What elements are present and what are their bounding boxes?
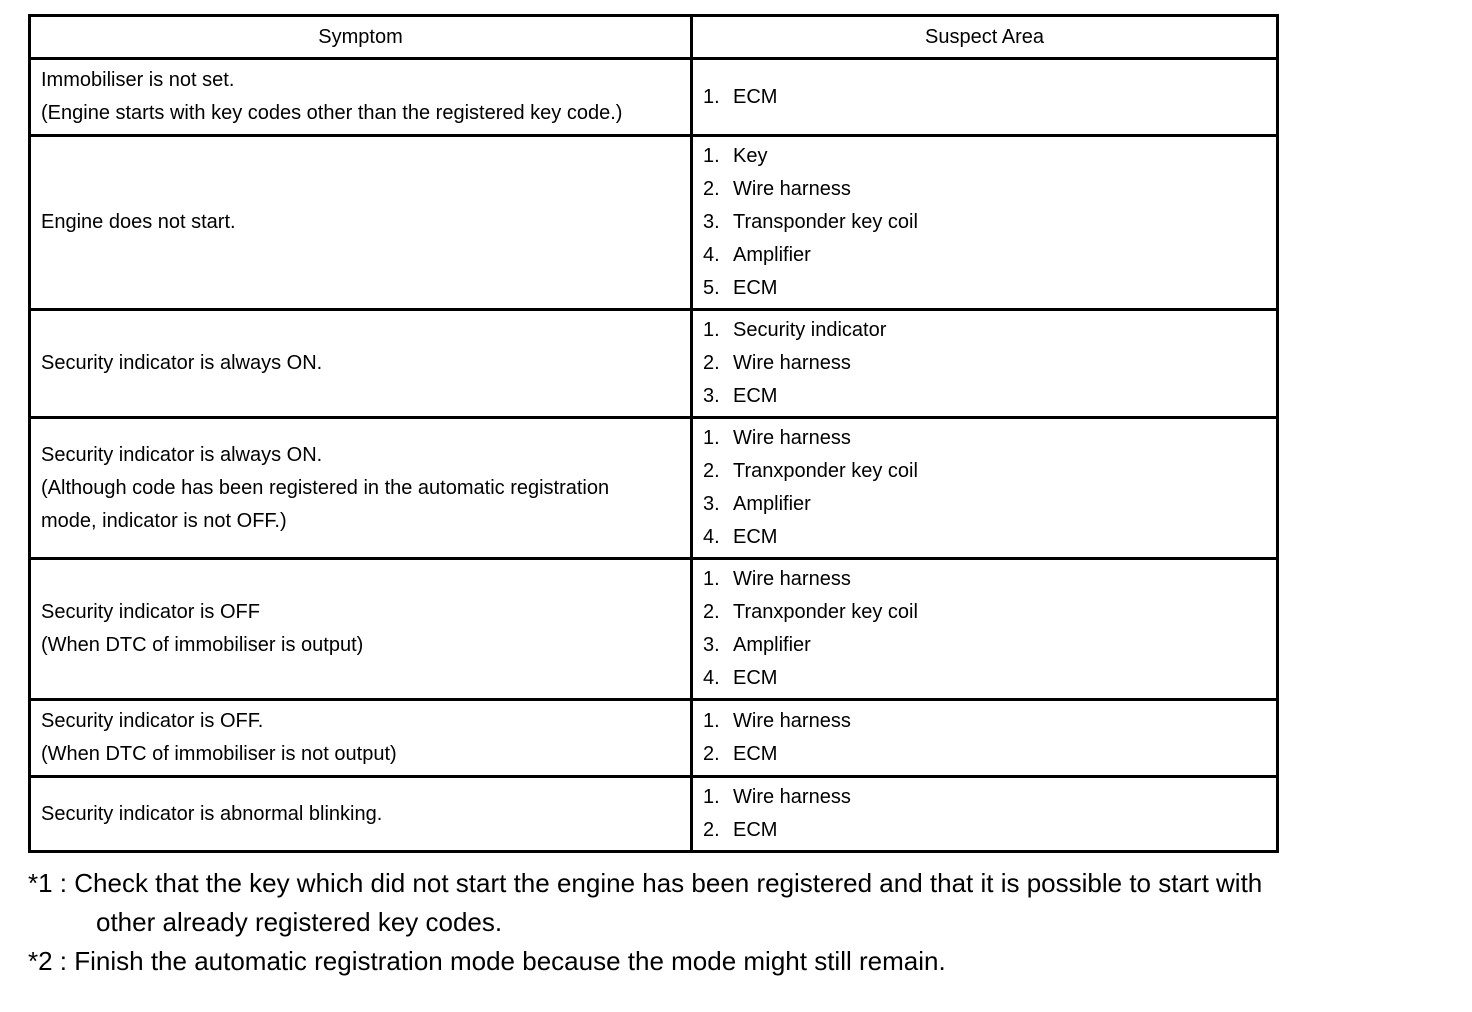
symptom-text: Engine does not start. <box>41 211 236 233</box>
suspect-area-cell <box>692 700 1278 777</box>
suspect-item <box>703 488 1266 521</box>
table-row <box>30 310 1278 418</box>
symptom-cell <box>30 777 692 852</box>
symptom-cell <box>30 559 692 700</box>
suspect-item-number: 1. <box>703 319 720 341</box>
suspect-item <box>703 347 1266 380</box>
suspect-item-text: Wire harness <box>733 178 851 200</box>
symptom-text: Security indicator is OFF. <box>41 710 264 732</box>
suspect-item <box>703 521 1266 554</box>
suspect-item-number: 1. <box>703 710 720 732</box>
suspect-area-cell <box>692 136 1278 310</box>
suspect-item-number: 1. <box>703 786 720 808</box>
suspect-item-number: 4. <box>703 244 720 266</box>
suspect-item <box>703 206 1266 239</box>
suspect-item <box>703 596 1266 629</box>
symptom-cell <box>30 418 692 559</box>
suspect-area-cell <box>692 418 1278 559</box>
suspect-item <box>703 814 1266 847</box>
footnote-2 <box>28 942 1468 981</box>
suspect-item-text: ECM <box>733 85 778 108</box>
suspect-item-text: ECM <box>733 526 778 548</box>
suspect-item-number: 2. <box>703 743 720 765</box>
suspect-area-cell <box>692 559 1278 700</box>
suspect-item-number: 5. <box>703 277 720 299</box>
suspect-item <box>703 455 1266 488</box>
suspect-area-cell <box>692 310 1278 418</box>
suspect-item-number: 4. <box>703 667 720 689</box>
suspect-item-text: ECM <box>733 743 778 765</box>
symptom-text: (When DTC of immobiliser is output) <box>41 634 364 656</box>
suspect-item-number: 2. <box>703 352 720 374</box>
symptom-text: Security indicator is always ON. <box>41 443 323 466</box>
suspect-item-text: ECM <box>733 819 778 841</box>
suspect-item-text: Wire harness <box>733 710 851 732</box>
suspect-item-text: Transponder key coil <box>733 211 918 233</box>
suspect-item-text: Key <box>733 145 768 167</box>
table-body <box>30 59 1278 852</box>
symptom-cell <box>30 136 692 310</box>
suspect-item-number: 2. <box>703 601 720 623</box>
suspect-item <box>703 563 1266 596</box>
suspect-item-text: Amplifier <box>733 493 811 515</box>
table-row <box>30 59 1278 136</box>
suspect-item-number: 2. <box>703 460 720 482</box>
suspect-item-number: 2. <box>703 819 720 841</box>
table-row <box>30 418 1278 559</box>
suspect-item-number: 4. <box>703 526 720 548</box>
symptom-text: Security indicator is abnormal blinking. <box>41 802 383 825</box>
suspect-item-text: Amplifier <box>733 244 811 266</box>
troubleshooting-table-container <box>28 14 1276 853</box>
suspect-area-cell <box>692 59 1278 136</box>
symptom-text: (Engine starts with key codes other than the registered key code.) <box>41 102 623 124</box>
suspect-area-cell <box>692 777 1278 852</box>
footnote-1 <box>28 864 1468 942</box>
header-symptom: Symptom <box>30 16 692 59</box>
suspect-item-text: Amplifier <box>733 634 811 656</box>
symptom-text: Security indicator is always ON. <box>41 352 323 374</box>
suspect-item-text: Wire harness <box>733 786 851 808</box>
header-suspect-area: Suspect Area <box>692 16 1278 59</box>
footnote-line: *1 : Check that the key which did not start the engine has been registered and that it is possible to start with <box>28 868 1263 898</box>
symptom-cell <box>30 700 692 777</box>
suspect-item-text: ECM <box>733 277 778 299</box>
suspect-item <box>703 781 1266 814</box>
suspect-item-number: 1. <box>703 427 720 449</box>
suspect-item <box>703 314 1266 347</box>
suspect-item <box>703 239 1266 272</box>
troubleshooting-table <box>28 14 1279 853</box>
table-header-row <box>30 16 1278 59</box>
suspect-item <box>703 629 1266 662</box>
suspect-item <box>703 173 1266 206</box>
suspect-item <box>703 705 1266 738</box>
suspect-item-number: 1. <box>703 145 720 167</box>
suspect-item-number: 1. <box>703 85 720 108</box>
suspect-item-number: 3. <box>703 493 720 515</box>
suspect-item <box>703 140 1266 173</box>
symptom-text: (Although code has been registered in the automatic registration <box>41 476 610 499</box>
symptom-cell <box>30 59 692 136</box>
table-row <box>30 136 1278 310</box>
footnote-line: other already registered key codes. <box>96 907 503 937</box>
symptom-text: (When DTC of immobiliser is not output) <box>41 743 397 765</box>
symptom-text: mode, indicator is not OFF.) <box>41 509 287 532</box>
suspect-item <box>703 272 1266 305</box>
table-row <box>30 700 1278 777</box>
suspect-item <box>703 380 1266 413</box>
suspect-item-number: 3. <box>703 634 720 656</box>
suspect-item <box>703 422 1266 455</box>
suspect-item-text: Wire harness <box>733 352 851 374</box>
suspect-item-number: 3. <box>703 385 720 407</box>
suspect-item-number: 2. <box>703 178 720 200</box>
suspect-item-text: Wire harness <box>733 568 851 590</box>
symptom-text: Immobiliser is not set. <box>41 69 235 91</box>
suspect-item-text: ECM <box>733 385 778 407</box>
suspect-item-text: Wire harness <box>733 427 851 449</box>
suspect-item <box>703 81 1266 114</box>
suspect-item <box>703 738 1266 771</box>
suspect-item <box>703 662 1266 695</box>
suspect-item-text: Security indicator <box>733 319 887 341</box>
footnotes <box>28 864 1468 981</box>
table-row <box>30 777 1278 852</box>
suspect-item-number: 3. <box>703 211 720 233</box>
footnote-line: *2 : Finish the automatic registration mode because the mode might still remain. <box>28 946 946 976</box>
suspect-item-number: 1. <box>703 568 720 590</box>
table-row <box>30 559 1278 700</box>
suspect-item-text: Tranxponder key coil <box>733 601 918 623</box>
suspect-item-text: ECM <box>733 667 778 689</box>
suspect-item-text: Tranxponder key coil <box>733 460 918 482</box>
symptom-text: Security indicator is OFF <box>41 601 260 623</box>
symptom-cell <box>30 310 692 418</box>
